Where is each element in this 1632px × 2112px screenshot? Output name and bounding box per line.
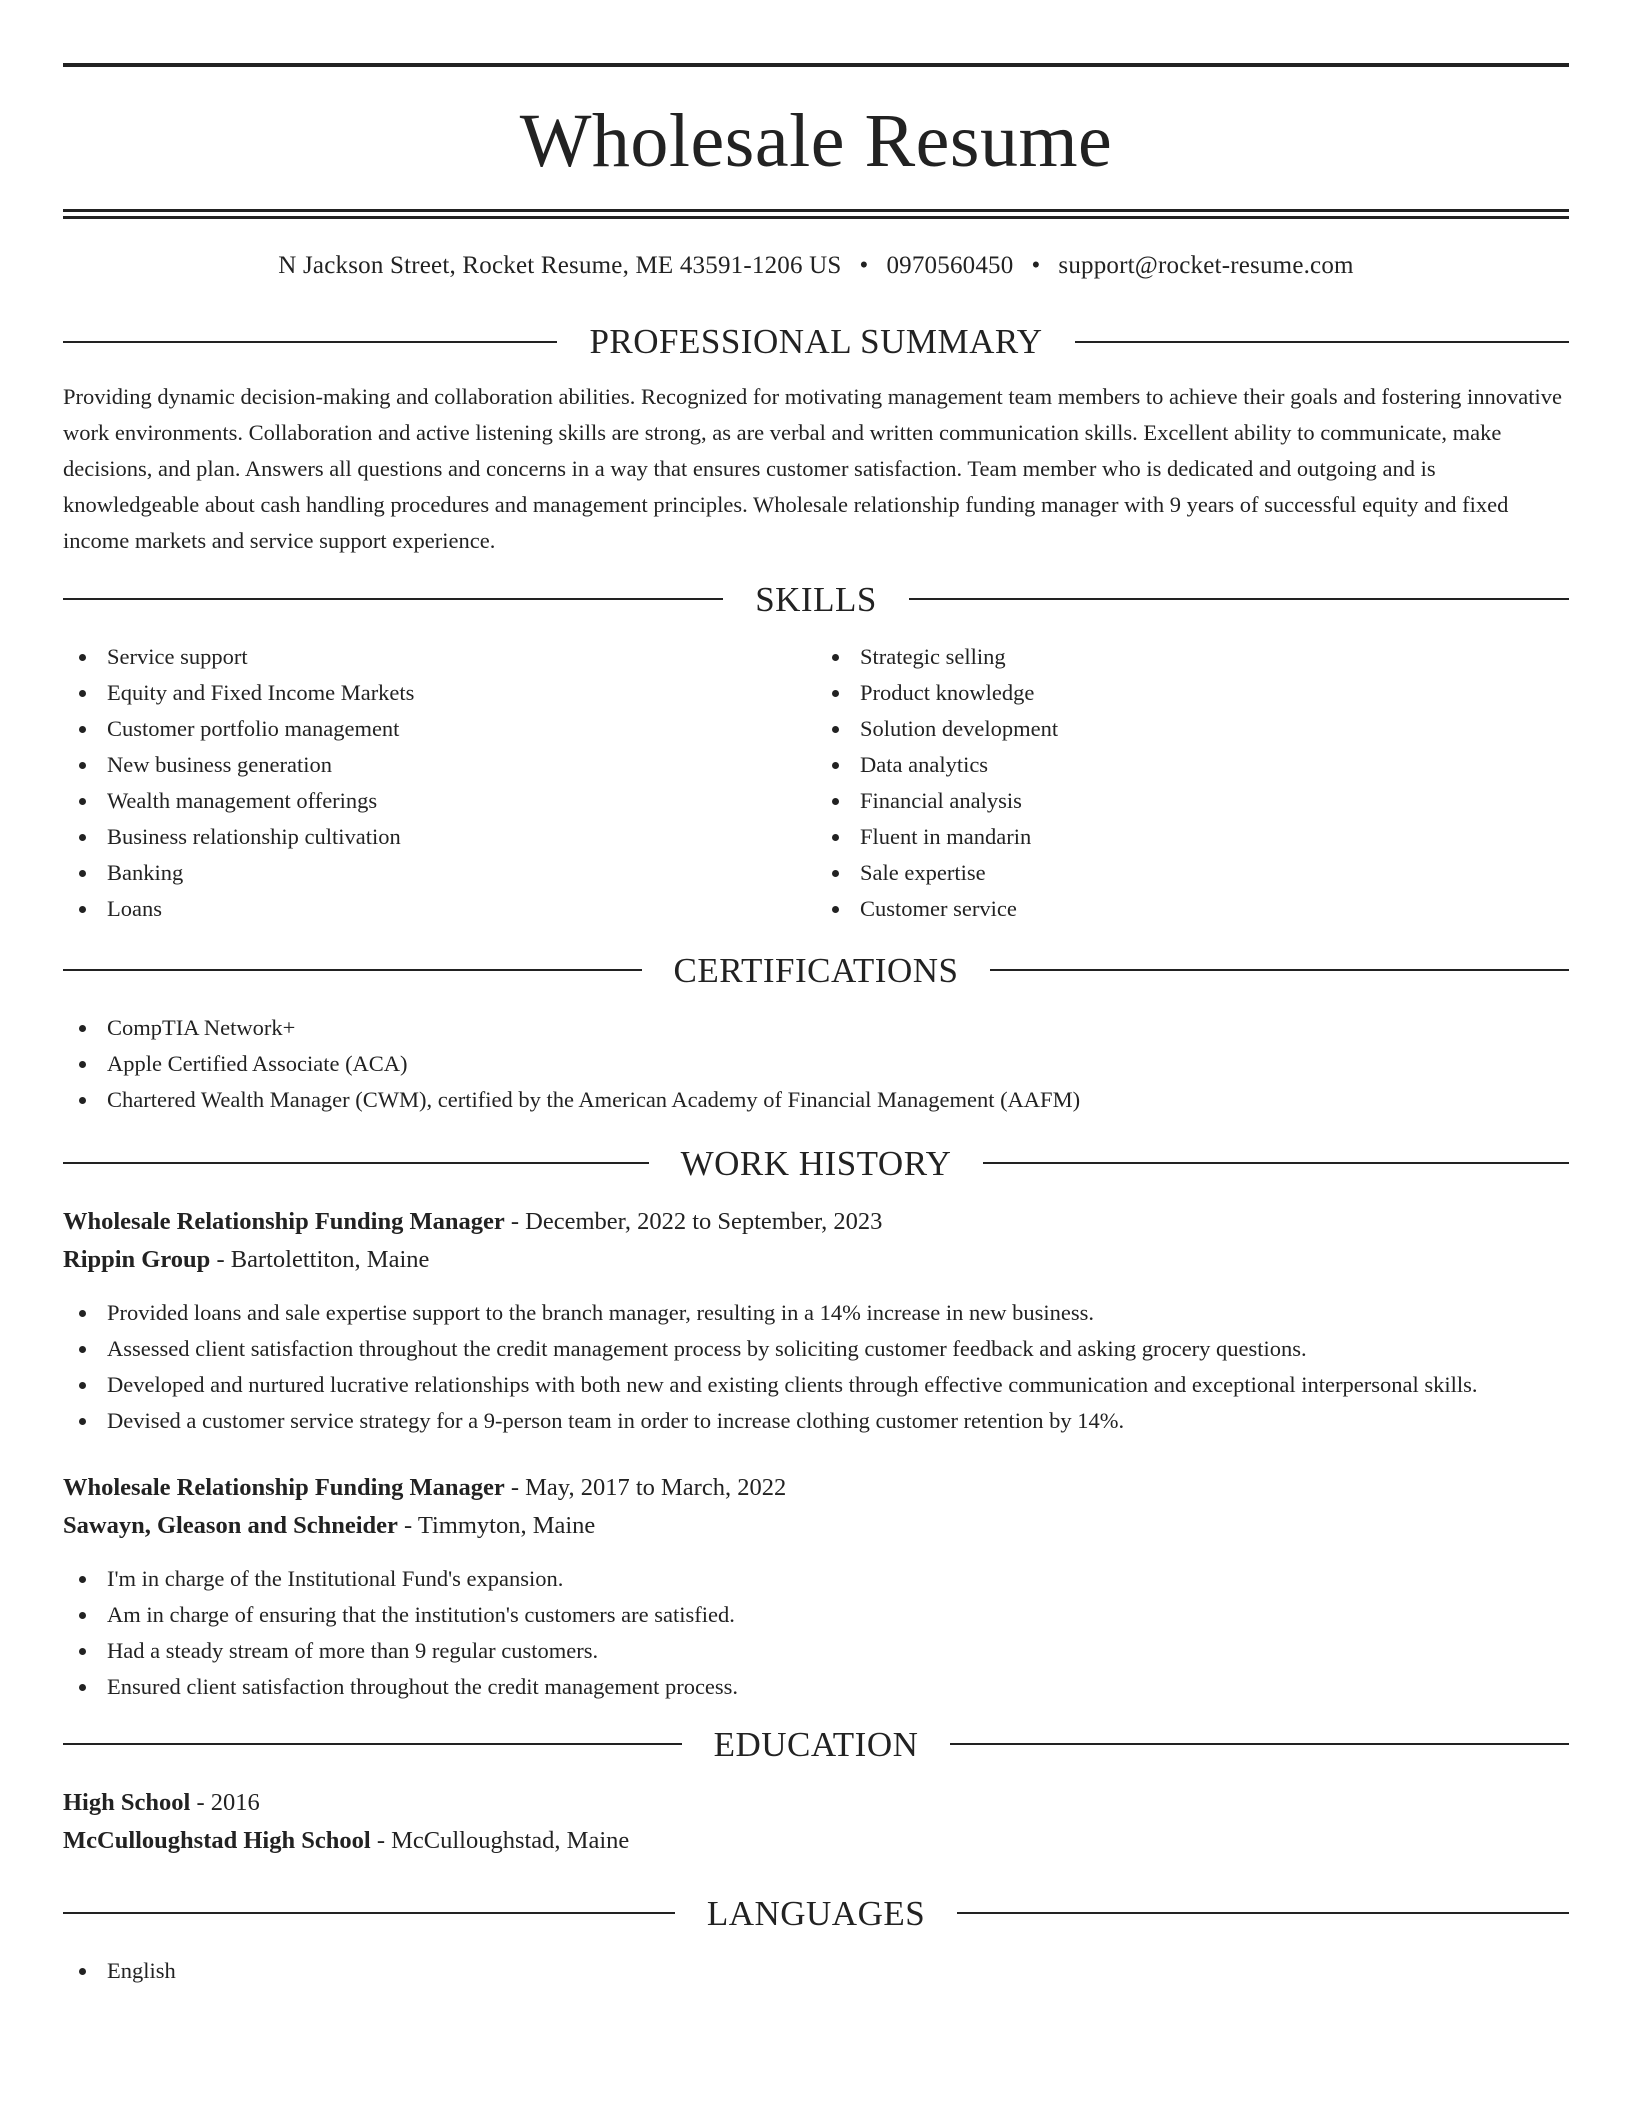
skill-item: Loans	[63, 891, 816, 927]
job-bullet: Am in charge of ensuring that the institution's customers are satisfied.	[63, 1597, 1569, 1633]
section-title-education: EDUCATION	[713, 1724, 919, 1764]
section-title-certifications: CERTIFICATIONS	[673, 950, 959, 990]
job-bullet: Had a steady stream of more than 9 regular customers.	[63, 1633, 1569, 1669]
heading-rule	[1075, 341, 1569, 343]
job-bullets	[63, 1561, 1569, 1705]
job-company: Sawayn, Gleason and Schneider	[63, 1511, 398, 1539]
heading-rule	[63, 969, 642, 971]
education-school-line	[63, 1822, 1569, 1860]
job-entry	[63, 1469, 1569, 1705]
education-degree-line	[63, 1784, 1569, 1822]
job-bullet: Provided loans and sale expertise support to the branch manager, resulting in a 14% increase in new business.	[63, 1295, 1569, 1331]
job-bullet: Devised a customer service strategy for a 9-person team in order to increase clothing customer retention by 14%.	[63, 1403, 1569, 1439]
section-heading-languages	[63, 1893, 1569, 1933]
job-entry	[63, 1203, 1569, 1439]
languages-list	[63, 1953, 1569, 1989]
heading-rule	[63, 1912, 675, 1914]
heading-rule	[957, 1912, 1569, 1914]
skill-item: Strategic selling	[816, 639, 1569, 675]
certification-item: Apple Certified Associate (ACA)	[63, 1046, 1569, 1082]
skill-item: Banking	[63, 855, 816, 891]
skill-item: Sale expertise	[816, 855, 1569, 891]
top-rule	[63, 63, 1569, 67]
contact-address: N Jackson Street, Rocket Resume, ME 43591-1206 US	[278, 252, 842, 279]
skill-item: Fluent in mandarin	[816, 819, 1569, 855]
job-bullets	[63, 1295, 1569, 1439]
job-dates: - May, 2017 to March, 2022	[504, 1473, 787, 1501]
certification-item: Chartered Wealth Manager (CWM), certified by the American Academy of Financial Management (AAFM)	[63, 1082, 1569, 1118]
skills-left-list	[63, 639, 816, 927]
skill-item: Wealth management offerings	[63, 783, 816, 819]
certifications-list	[63, 1010, 1569, 1118]
job-bullet: Assessed client satisfaction throughout the credit management process by soliciting customer feedback and asking grocery questions.	[63, 1331, 1569, 1367]
section-title-skills: SKILLS	[755, 579, 877, 619]
skill-item: Customer portfolio management	[63, 711, 816, 747]
job-company: Rippin Group	[63, 1245, 211, 1273]
job-bullet: I'm in charge of the Institutional Fund's expansion.	[63, 1561, 1569, 1597]
skill-item: Service support	[63, 639, 816, 675]
skill-item: Data analytics	[816, 747, 1569, 783]
section-title-languages: LANGUAGES	[706, 1893, 926, 1933]
skill-item: Solution development	[816, 711, 1569, 747]
education-entry	[63, 1784, 1569, 1860]
section-heading-skills	[63, 579, 1569, 619]
job-title: Wholesale Relationship Funding Manager	[63, 1207, 505, 1235]
section-heading-summary	[63, 324, 1569, 359]
skill-item: New business generation	[63, 747, 816, 783]
skill-item: Customer service	[816, 891, 1569, 927]
job-title: Wholesale Relationship Funding Manager	[63, 1473, 505, 1501]
job-title-line	[63, 1469, 1569, 1507]
heading-rule	[990, 969, 1569, 971]
heading-rule	[63, 1162, 649, 1164]
contact-email: support@rocket-resume.com	[1058, 252, 1354, 279]
section-heading-work	[63, 1143, 1569, 1183]
heading-rule	[909, 598, 1569, 600]
heading-rule	[983, 1162, 1569, 1164]
skills-right-list	[816, 639, 1569, 927]
contact-phone: 0970560450	[886, 252, 1014, 279]
certification-item: CompTIA Network+	[63, 1010, 1569, 1046]
job-location: - Bartolettiton, Maine	[210, 1245, 430, 1273]
skill-item: Business relationship cultivation	[63, 819, 816, 855]
education-location: - McCulloughstad, Maine	[370, 1826, 630, 1854]
heading-rule	[63, 1743, 682, 1745]
heading-rule	[950, 1743, 1569, 1745]
job-company-line	[63, 1507, 1569, 1545]
title-double-rule	[63, 209, 1569, 219]
education-degree: High School	[63, 1788, 191, 1816]
section-heading-education	[63, 1724, 1569, 1764]
heading-rule	[63, 598, 723, 600]
job-dates: - December, 2022 to September, 2023	[504, 1207, 883, 1235]
skills-grid	[63, 639, 1569, 927]
education-year: - 2016	[190, 1788, 260, 1816]
job-bullet: Ensured client satisfaction throughout the credit management process.	[63, 1669, 1569, 1705]
job-location: - Timmyton, Maine	[397, 1511, 596, 1539]
skill-item: Product knowledge	[816, 675, 1569, 711]
contact-separator: •	[859, 252, 869, 279]
education-school: McCulloughstad High School	[63, 1826, 371, 1854]
section-heading-certifications	[63, 950, 1569, 990]
summary-text: Providing dynamic decision-making and collaboration abilities. Recognized for motivating management team members to achieve their goals and fostering innovative work environments. Collaboration and active listening skills are strong, as are verbal and written communication skills. Excellent ability to communicate, make decisions, and plan. Answers all questions and concerns in a way that ensures customer satisfaction. Team member who is dedicated and outgoing and is knowledgeable about cash handling procedures and management principles. Wholesale relationship funding manager with 9 years of successful equity and fixed income markets and service support experience.	[63, 384, 1562, 553]
contact-separator: •	[1031, 252, 1041, 279]
skill-item: Equity and Fixed Income Markets	[63, 675, 816, 711]
section-title-summary: PROFESSIONAL SUMMARY	[589, 322, 1043, 361]
section-title-work: WORK HISTORY	[680, 1143, 952, 1183]
job-bullet: Developed and nurtured lucrative relationships with both new and existing clients through effective communication and exceptional interpersonal skills.	[63, 1367, 1569, 1403]
job-company-line	[63, 1241, 1569, 1279]
contact-line	[63, 253, 1569, 278]
heading-rule	[63, 341, 557, 343]
resume-title: Wholesale Resume	[519, 99, 1113, 183]
job-title-line	[63, 1203, 1569, 1241]
skill-item: Financial analysis	[816, 783, 1569, 819]
language-item: English	[63, 1953, 1569, 1989]
